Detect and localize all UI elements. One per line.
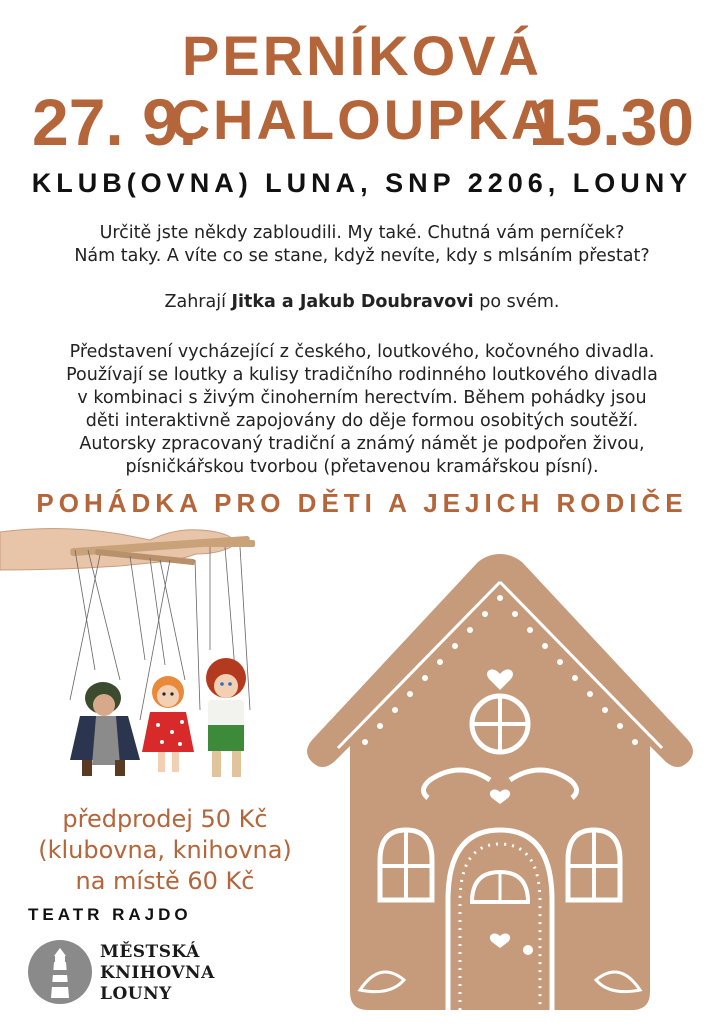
event-subtitle: POHÁDKA PRO DĚTI A JEJICH RODIČE bbox=[36, 488, 688, 518]
description-paragraph bbox=[20, 341, 704, 479]
performers-paragraph bbox=[20, 291, 704, 314]
event-time: 15.30 bbox=[528, 85, 694, 159]
description-line: děti interaktivně zapojovány do děje formou osobitých soutěží. bbox=[85, 411, 639, 431]
event-date: 27. 9. bbox=[32, 85, 198, 159]
intro-line: Určitě jste někdy zabloudili. My také. Chutná vám perníček? bbox=[99, 223, 625, 243]
performers-names: Jitka a Jakub Doubravovi bbox=[231, 292, 474, 312]
gingerbread-house-image bbox=[300, 540, 700, 1020]
description-line: Autorsky zpracovaný tradiční a známý námět je podpořen živou, bbox=[79, 434, 645, 454]
library-logo bbox=[28, 940, 268, 1010]
library-name bbox=[100, 942, 215, 1005]
price-info bbox=[20, 804, 310, 897]
event-venue: KLUB(OVNA) LUNA, SNP 2206, LOUNY bbox=[31, 168, 693, 198]
performers-prefix: Zahrají bbox=[164, 292, 232, 312]
price-presale: předprodej 50 Kč bbox=[62, 805, 268, 833]
price-on-site: na místě 60 Kč bbox=[75, 867, 255, 895]
event-title: PERNÍKOVÁ CHALOUPKA bbox=[169, 24, 555, 151]
library-name-line: MĚSTSKÁ bbox=[100, 942, 200, 962]
lighthouse-icon bbox=[28, 940, 92, 1004]
organizer-name: TEATR RAJDO bbox=[28, 905, 192, 924]
performers-suffix: po svém. bbox=[473, 292, 560, 312]
intro-paragraph bbox=[20, 222, 704, 268]
description-line: Používají se loutky a kulisy tradičního rodinného loutkového divadla bbox=[66, 365, 658, 385]
description-line: písničkářskou tvorbou (přetavenou kramářskou písní). bbox=[125, 457, 599, 477]
description-line: Představení vycházející z českého, loutkového, kočovného divadla. bbox=[69, 342, 655, 362]
description-line: v kombinaci s živým činoherním herectvím. Během pohádky jsou bbox=[77, 388, 647, 408]
intro-line: Nám taky. A víte co se stane, když nevíte, kdy s mlsáním přestat? bbox=[74, 246, 650, 266]
marionette-puppets-image bbox=[0, 520, 300, 790]
price-presale-locations: (klubovna, knihovna) bbox=[38, 836, 292, 864]
library-name-line: LOUNY bbox=[100, 984, 172, 1004]
library-name-line: KNIHOVNA bbox=[100, 963, 215, 983]
